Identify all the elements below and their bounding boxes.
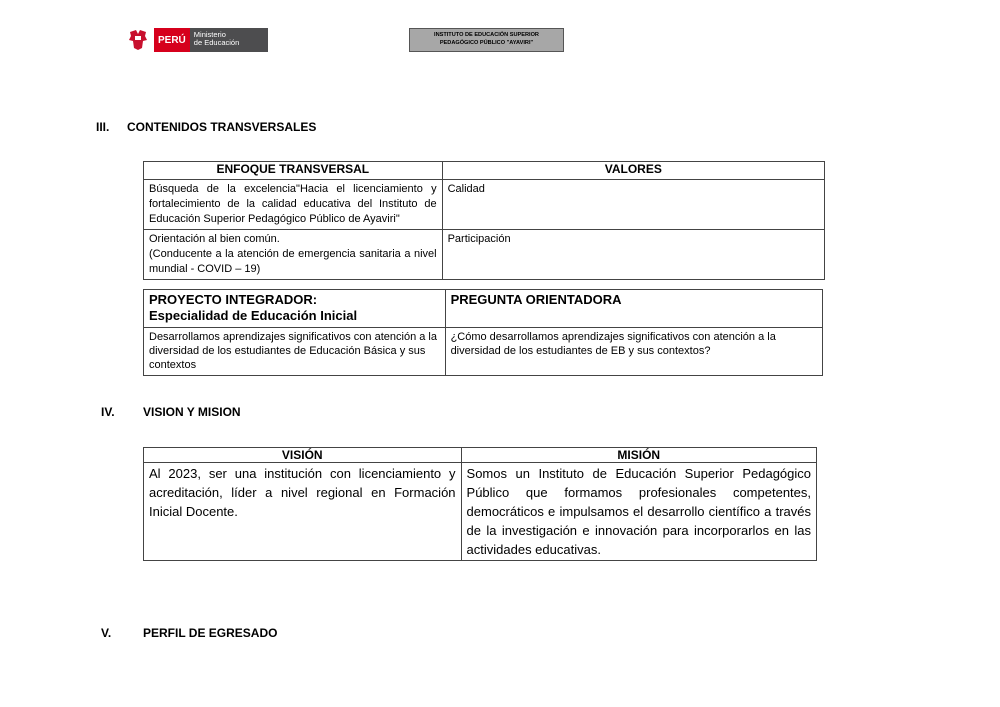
section-number: IV. — [101, 405, 115, 419]
mission-header: MISIÓN — [461, 448, 816, 463]
table-row — [144, 463, 817, 561]
enfoque-cell: Orientación al bien común. (Conducente a la atención de emergencia sanitaria a nivel mundial - COVID – 19) — [144, 230, 443, 280]
institute-line-2: PEDAGÓGICO PÚBLICO "AYAVIRI" — [439, 39, 534, 46]
ministry-logo — [126, 28, 268, 52]
ministry-label: Ministerio de Educación — [190, 28, 268, 52]
enfoque-cell: Búsqueda de la excelencia"Hacia el licenciamiento y fortalecimiento de la calidad educativa del Instituto de Educación Superior Pedagógico Público de Ayaviri" — [144, 180, 443, 230]
institute-line-1: INSTITUTO DE EDUCACIÓN SUPERIOR — [434, 32, 539, 38]
section-number: V. — [101, 626, 112, 640]
section-3-heading — [96, 120, 316, 134]
table-row — [144, 230, 825, 280]
institute-header-box — [409, 28, 564, 52]
question-header: PREGUNTA ORIENTADORA — [445, 290, 822, 328]
valor-cell: Participación — [442, 230, 824, 280]
question-cell: ¿Cómo desarrollamos aprendizajes significativos con atención a la diversidad de los estudiantes de EB y sus contextos? — [445, 328, 822, 376]
table-row — [144, 328, 823, 376]
project-header: PROYECTO INTEGRADOR: Especialidad de Educación Inicial — [144, 290, 446, 328]
section-title: VISION Y MISION — [143, 405, 241, 419]
section-title: CONTENIDOS TRANSVERSALES — [127, 120, 317, 134]
column-header: VALORES — [442, 162, 824, 180]
section-number: III. — [96, 120, 110, 134]
project-table — [143, 289, 823, 376]
transversal-table — [143, 161, 825, 280]
column-header: ENFOQUE TRANSVERSAL — [144, 162, 443, 180]
coat-of-arms-icon — [126, 28, 150, 52]
section-title: PERFIL DE EGRESADO — [143, 626, 278, 640]
valor-cell: Calidad — [442, 180, 824, 230]
section-4-heading — [101, 405, 241, 419]
project-cell: Desarrollamos aprendizajes significativos con atención a la diversidad de los estudiantes de Educación Básica y sus contextos — [144, 328, 446, 376]
section-5-heading — [101, 626, 277, 640]
table-row — [144, 180, 825, 230]
vision-mission-table — [143, 447, 817, 561]
vision-cell: Al 2023, ser una institución con licenciamiento y acreditación, líder a nivel regional en Formación Inicial Docente. — [144, 463, 462, 561]
vision-header: VISIÓN — [144, 448, 462, 463]
peru-label: PERÚ — [154, 28, 190, 52]
mission-cell: Somos un Instituto de Educación Superior Pedagógico Público que formamos profesionales competentes, democráticos e impulsamos el desarrollo científico a través de la investigación e innovación para incorporarlos en las actividades educativas. — [461, 463, 816, 561]
